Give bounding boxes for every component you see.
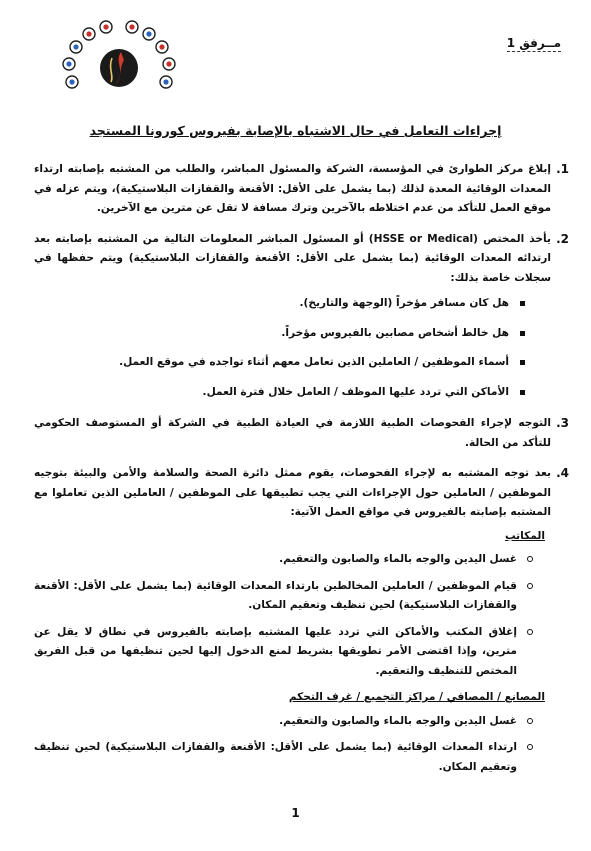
- step-4: [34, 464, 569, 523]
- circle-bullet-icon: [527, 556, 533, 562]
- step-text: بعد توجه المشتبه به لإجراء الفحوصات، يقوم ممثل دائرة الصحة والسلامة والأمن والبيئة بتوجيه الموظفين / العاملين حول الإجراءات التي يجب تطبيقها على الموظفين / العاملين الذين تعاملوا مع المشتبه بإصابته بالفيروس في مواقع العمل الآتية:: [34, 467, 551, 518]
- annex-label: مــرفق 1: [506, 36, 561, 50]
- square-bullet-icon: [520, 331, 525, 336]
- list-item: هل كان مسافر مؤخراً (الوجهة والتاريخ).: [34, 294, 531, 314]
- step-2: [34, 230, 569, 289]
- section-heading-plants: المصانع / المصافي / مراكز التجميع / غرف التحكم: [288, 691, 545, 703]
- list-item: هل خالط أشخاص مصابين بالفيروس مؤخراً.: [34, 324, 531, 344]
- step-number: 1.: [556, 162, 569, 176]
- list-item: ارتداء المعدات الوقائية (بما يشمل على الأقل: الأقنعة والقفازات البلاستيكية) لحين تنظيف وتعقيم المكان.: [34, 738, 539, 777]
- list-item: غسل اليدين والوجه بالماء والصابون والتعقيم.: [34, 550, 539, 570]
- list-item: الأماكن التي تردد عليها الموظف / العامل خلال فترة العمل.: [34, 383, 531, 403]
- circle-bullet-icon: [527, 629, 533, 635]
- list-item: أسماء الموظفين / العاملين الذين تعامل معهم أثناء تواجده في موقع العمل.: [34, 353, 531, 373]
- circle-bullet-icon: [527, 744, 533, 750]
- step-1: [34, 160, 569, 219]
- step-number: 2.: [556, 231, 569, 246]
- square-bullet-icon: [520, 360, 525, 365]
- step-number: 4.: [556, 466, 569, 480]
- page-number: 1: [291, 806, 300, 820]
- step-text: يأخذ المختص (HSSE or Medical) أو المسئول المباشر المعلومات التالية من المشتبه بإصابته بعد ارتدائه المعدات الوقائية (بما يشمل على الأقل: الأقنعة والقفازات البلاستيكية) ويتم حفظها في سجلات خاصة بذلك:: [34, 232, 551, 284]
- step-number: 3.: [556, 416, 569, 430]
- square-bullet-icon: [520, 301, 525, 306]
- section-heading-offices: المكاتب: [504, 529, 545, 542]
- corporate-logo-icon: [56, 18, 182, 96]
- circle-bullet-icon: [527, 583, 533, 589]
- document-body: [34, 160, 569, 784]
- list-item: قيام الموظفين / العاملين المخالطين بارتداء المعدات الوقائية (بما يشمل على الأقل: الأقنعة والقفازات البلاستيكية) لحين تنظيف وتعقيم المكان.: [34, 577, 539, 616]
- step-text: التوجه لإجراء الفحوصات الطبية اللازمة في العيادة الطبية في الشركة أو المستوصف الحكومي للتأكد من الحالة.: [34, 417, 551, 449]
- list-item: إغلاق المكتب والأماكن التي تردد عليها المشتبه بإصابته بالفيروس في نطاق لا يقل عن مترين، وإذا اقتضى الأمر تطويقها بشريط لمنع الدخول إليها لحين تنظيفها من قبل الفريق المختص للتنظيف والتعقيم.: [34, 623, 539, 682]
- square-bullet-icon: [520, 390, 525, 395]
- step-text: إبلاغ مركز الطوارئ في المؤسسة، الشركة والمسئول المباشر، والطلب من المشتبه بإصابته ارتداء المعدات الوقائية المعدة لذلك (بما يشمل على الأقل: الأقنعة والقفازات البلاستيكية)، ويتم عزله في موقع العمل للتأكد من عدم اختلاطه بالآخرين وترك مسافة لا تقل عن مترين مع الآخرين.: [34, 163, 551, 214]
- document-title: إجراءات التعامل في حال الاشتباه بالإصابة بفيروس كورونا المستجد: [89, 123, 502, 138]
- list-item: غسل اليدين والوجه بالماء والصابون والتعقيم.: [34, 712, 539, 732]
- circle-bullet-icon: [527, 718, 533, 724]
- step-3: [34, 414, 569, 453]
